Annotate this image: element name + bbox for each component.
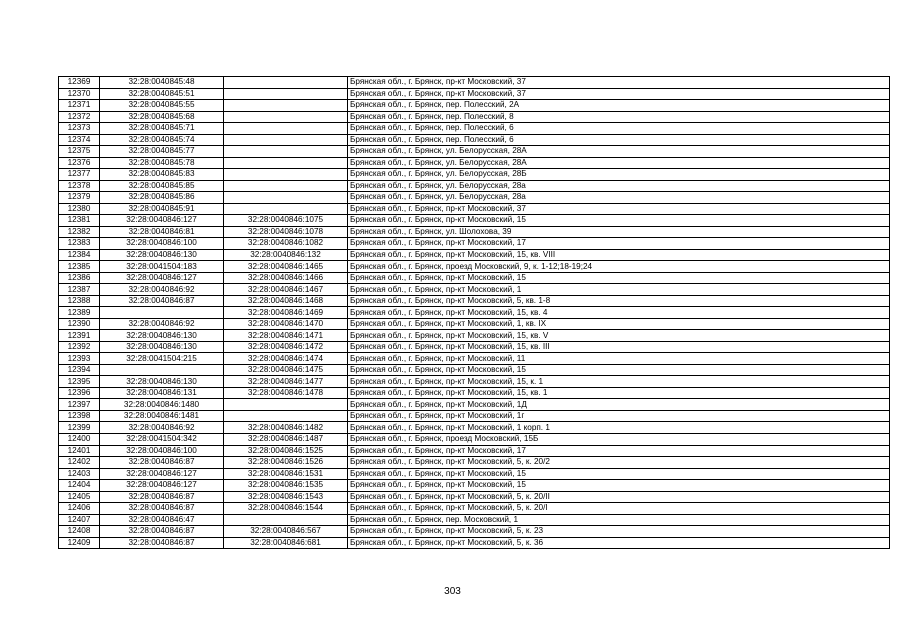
table-row [59, 330, 890, 342]
row-number-cell: 12377 [59, 169, 100, 181]
table-row [59, 261, 890, 273]
row-number-cell: 12398 [59, 410, 100, 422]
table-row [59, 364, 890, 376]
table-row [59, 376, 890, 388]
row-number-cell: 12376 [59, 157, 100, 169]
cadastral-number-cell: 32:28:0040846:81 [100, 226, 224, 238]
table-row [59, 480, 890, 492]
row-number-cell: 12395 [59, 376, 100, 388]
address-cell: Брянская обл., г. Брянск, пр-кт Московский, 15 [348, 468, 890, 480]
object-number-cell: 32:28:0040846:1472 [224, 341, 348, 353]
object-number-cell [224, 399, 348, 411]
cadastral-number-cell: 32:28:0040846:92 [100, 422, 224, 434]
row-number-cell: 12404 [59, 480, 100, 492]
cadastral-number-cell: 32:28:0040846:92 [100, 318, 224, 330]
table-row [59, 180, 890, 192]
cadastral-number-cell: 32:28:0040846:130 [100, 341, 224, 353]
table-row [59, 526, 890, 538]
object-number-cell: 32:28:0040846:1465 [224, 261, 348, 273]
row-number-cell: 12380 [59, 203, 100, 215]
row-number-cell: 12393 [59, 353, 100, 365]
address-cell: Брянская обл., г. Брянск, ул. Белорусская, 28а [348, 180, 890, 192]
address-cell: Брянская обл., г. Брянск, пр-кт Московский, 11 [348, 353, 890, 365]
address-cell: Брянская обл., г. Брянск, пр-кт Московский, 37 [348, 88, 890, 100]
row-number-cell: 12402 [59, 457, 100, 469]
object-number-cell: 32:28:0040846:1478 [224, 387, 348, 399]
table-row [59, 468, 890, 480]
table-row [59, 295, 890, 307]
row-number-cell: 12372 [59, 111, 100, 123]
object-number-cell: 32:28:0040846:1482 [224, 422, 348, 434]
object-number-cell [224, 203, 348, 215]
cadastral-number-cell: 32:28:0040846:87 [100, 491, 224, 503]
cadastral-number-cell: 32:28:0040845:71 [100, 123, 224, 135]
cadastral-table [58, 76, 890, 549]
object-number-cell: 32:28:0040846:1075 [224, 215, 348, 227]
address-cell: Брянская обл., г. Брянск, пер. Полесский, 2А [348, 100, 890, 112]
table-row [59, 192, 890, 204]
address-cell: Брянская обл., г. Брянск, пр-кт Московский, 15 [348, 364, 890, 376]
address-cell: Брянская обл., г. Брянск, проезд Московский, 9, к. 1-12;18-19;24 [348, 261, 890, 273]
row-number-cell: 12383 [59, 238, 100, 250]
object-number-cell: 32:28:0040846:1474 [224, 353, 348, 365]
object-number-cell [224, 410, 348, 422]
table-row [59, 353, 890, 365]
address-cell: Брянская обл., г. Брянск, пр-кт Московский, 17 [348, 238, 890, 250]
row-number-cell: 12401 [59, 445, 100, 457]
table-row [59, 226, 890, 238]
table-row [59, 272, 890, 284]
object-number-cell: 32:28:0040846:1078 [224, 226, 348, 238]
object-number-cell: 32:28:0040846:1535 [224, 480, 348, 492]
row-number-cell: 12408 [59, 526, 100, 538]
row-number-cell: 12374 [59, 134, 100, 146]
cadastral-number-cell: 32:28:0040846:130 [100, 376, 224, 388]
cadastral-number-cell: 32:28:0040846:127 [100, 468, 224, 480]
row-number-cell: 12397 [59, 399, 100, 411]
cadastral-number-cell [100, 307, 224, 319]
row-number-cell: 12406 [59, 503, 100, 515]
object-number-cell [224, 169, 348, 181]
row-number-cell: 12396 [59, 387, 100, 399]
address-cell: Брянская обл., г. Брянск, пр-кт Московский, 1, кв. IX [348, 318, 890, 330]
object-number-cell: 32:28:0040846:1475 [224, 364, 348, 376]
row-number-cell: 12373 [59, 123, 100, 135]
cadastral-number-cell: 32:28:0040846:87 [100, 537, 224, 549]
object-number-cell [224, 88, 348, 100]
address-cell: Брянская обл., г. Брянск, пр-кт Московский, 5, к. 20/II [348, 491, 890, 503]
cadastral-number-cell: 32:28:0040845:68 [100, 111, 224, 123]
table-row [59, 445, 890, 457]
cadastral-number-cell: 32:28:0040846:1480 [100, 399, 224, 411]
object-number-cell: 32:28:0040846:1470 [224, 318, 348, 330]
table-row [59, 410, 890, 422]
table-row [59, 157, 890, 169]
address-cell: Брянская обл., г. Брянск, пр-кт Московский, 5, к. 20/2 [348, 457, 890, 469]
row-number-cell: 12400 [59, 433, 100, 445]
row-number-cell: 12378 [59, 180, 100, 192]
table-row [59, 111, 890, 123]
address-cell: Брянская обл., г. Брянск, пер. Полесский, 6 [348, 123, 890, 135]
object-number-cell: 32:28:0040846:681 [224, 537, 348, 549]
address-cell: Брянская обл., г. Брянск, пр-кт Московский, 15, кв. VIII [348, 249, 890, 261]
row-number-cell: 12388 [59, 295, 100, 307]
cadastral-number-cell: 32:28:0040845:86 [100, 192, 224, 204]
address-cell: Брянская обл., г. Брянск, пр-кт Московский, 15 [348, 215, 890, 227]
row-number-cell: 12390 [59, 318, 100, 330]
table-row [59, 169, 890, 181]
table-row [59, 249, 890, 261]
cadastral-number-cell: 32:28:0040845:78 [100, 157, 224, 169]
table-row [59, 307, 890, 319]
cadastral-number-cell: 32:28:0040846:100 [100, 445, 224, 457]
object-number-cell [224, 180, 348, 192]
cadastral-number-cell: 32:28:0040845:91 [100, 203, 224, 215]
table-row [59, 318, 890, 330]
table-row [59, 457, 890, 469]
object-number-cell [224, 192, 348, 204]
object-number-cell [224, 123, 348, 135]
table-row [59, 422, 890, 434]
object-number-cell [224, 157, 348, 169]
cadastral-number-cell: 32:28:0040846:130 [100, 249, 224, 261]
cadastral-number-cell: 32:28:0040846:1481 [100, 410, 224, 422]
object-number-cell: 32:28:0040846:1526 [224, 457, 348, 469]
cadastral-number-cell: 32:28:0040846:87 [100, 457, 224, 469]
cadastral-number-cell: 32:28:0040845:48 [100, 77, 224, 89]
address-cell: Брянская обл., г. Брянск, пр-кт Московский, 15, кв. V [348, 330, 890, 342]
row-number-cell: 12394 [59, 364, 100, 376]
row-number-cell: 12371 [59, 100, 100, 112]
cadastral-number-cell: 32:28:0040846:100 [100, 238, 224, 250]
cadastral-number-cell: 32:28:0040846:130 [100, 330, 224, 342]
object-number-cell: 32:28:0040846:132 [224, 249, 348, 261]
table-row [59, 491, 890, 503]
address-cell: Брянская обл., г. Брянск, пер. Полесский, 8 [348, 111, 890, 123]
object-number-cell [224, 146, 348, 158]
object-number-cell: 32:28:0040846:1469 [224, 307, 348, 319]
object-number-cell [224, 77, 348, 89]
row-number-cell: 12384 [59, 249, 100, 261]
table-row [59, 100, 890, 112]
address-cell: Брянская обл., г. Брянск, проезд Московский, 15Б [348, 433, 890, 445]
address-cell: Брянская обл., г. Брянск, пр-кт Московский, 17 [348, 445, 890, 457]
cadastral-number-cell: 32:28:0040846:131 [100, 387, 224, 399]
row-number-cell: 12385 [59, 261, 100, 273]
table-row [59, 284, 890, 296]
table-row [59, 88, 890, 100]
object-number-cell: 32:28:0040846:567 [224, 526, 348, 538]
address-cell: Брянская обл., г. Брянск, пр-кт Московский, 15, к. 1 [348, 376, 890, 388]
row-number-cell: 12386 [59, 272, 100, 284]
cadastral-number-cell: 32:28:0040846:47 [100, 514, 224, 526]
address-cell: Брянская обл., г. Брянск, ул. Белорусская, 28а [348, 192, 890, 204]
table-row [59, 341, 890, 353]
object-number-cell: 32:28:0040846:1543 [224, 491, 348, 503]
address-cell: Брянская обл., г. Брянск, пр-кт Московский, 1 [348, 284, 890, 296]
address-cell: Брянская обл., г. Брянск, ул. Белорусская, 28А [348, 146, 890, 158]
address-cell: Брянская обл., г. Брянск, пр-кт Московский, 15 [348, 272, 890, 284]
cadastral-number-cell: 32:28:0040846:127 [100, 272, 224, 284]
row-number-cell: 12392 [59, 341, 100, 353]
address-cell: Брянская обл., г. Брянск, пр-кт Московский, 15, кв. 1 [348, 387, 890, 399]
address-cell: Брянская обл., г. Брянск, пр-кт Московский, 1Д [348, 399, 890, 411]
address-cell: Брянская обл., г. Брянск, ул. Белорусская, 28А [348, 157, 890, 169]
object-number-cell [224, 111, 348, 123]
cadastral-number-cell: 32:28:0041504:183 [100, 261, 224, 273]
address-cell: Брянская обл., г. Брянск, пр-кт Московский, 5, к. 20/I [348, 503, 890, 515]
address-cell: Брянская обл., г. Брянск, ул. Шолохова, 39 [348, 226, 890, 238]
address-cell: Брянская обл., г. Брянск, пр-кт Московский, 15 [348, 480, 890, 492]
address-cell: Брянская обл., г. Брянск, пр-кт Московский, 37 [348, 77, 890, 89]
address-cell: Брянская обл., г. Брянск, пр-кт Московский, 5, кв. 1-8 [348, 295, 890, 307]
cadastral-number-cell: 32:28:0041504:215 [100, 353, 224, 365]
row-number-cell: 12387 [59, 284, 100, 296]
cadastral-number-cell: 32:28:0040845:55 [100, 100, 224, 112]
row-number-cell: 12379 [59, 192, 100, 204]
row-number-cell: 12409 [59, 537, 100, 549]
object-number-cell: 32:28:0040846:1477 [224, 376, 348, 388]
row-number-cell: 12391 [59, 330, 100, 342]
row-number-cell: 12407 [59, 514, 100, 526]
table-row [59, 503, 890, 515]
row-number-cell: 12369 [59, 77, 100, 89]
object-number-cell: 32:28:0040846:1531 [224, 468, 348, 480]
table-row [59, 146, 890, 158]
row-number-cell: 12382 [59, 226, 100, 238]
cadastral-number-cell: 32:28:0040846:127 [100, 480, 224, 492]
address-cell: Брянская обл., г. Брянск, пр-кт Московский, 5, к. 23 [348, 526, 890, 538]
object-number-cell: 32:28:0040846:1468 [224, 295, 348, 307]
address-cell: Брянская обл., г. Брянск, пер. Московский, 1 [348, 514, 890, 526]
table-row [59, 215, 890, 227]
table-row [59, 203, 890, 215]
table-row [59, 77, 890, 89]
row-number-cell: 12403 [59, 468, 100, 480]
object-number-cell: 32:28:0040846:1471 [224, 330, 348, 342]
table-row [59, 514, 890, 526]
table-row [59, 399, 890, 411]
address-cell: Брянская обл., г. Брянск, пр-кт Московский, 5, к. 36 [348, 537, 890, 549]
table-row [59, 123, 890, 135]
cadastral-number-cell: 32:28:0040845:51 [100, 88, 224, 100]
cadastral-number-cell: 32:28:0040845:83 [100, 169, 224, 181]
cadastral-number-cell: 32:28:0041504:342 [100, 433, 224, 445]
address-cell: Брянская обл., г. Брянск, пр-кт Московский, 15, кв. 4 [348, 307, 890, 319]
cadastral-number-cell: 32:28:0040846:92 [100, 284, 224, 296]
cadastral-number-cell: 32:28:0040846:127 [100, 215, 224, 227]
address-cell: Брянская обл., г. Брянск, пер. Полесский, 6 [348, 134, 890, 146]
cadastral-number-cell: 32:28:0040845:77 [100, 146, 224, 158]
page-number: 303 [444, 586, 461, 597]
address-cell: Брянская обл., г. Брянск, пр-кт Московский, 1г [348, 410, 890, 422]
row-number-cell: 12389 [59, 307, 100, 319]
table-row [59, 537, 890, 549]
object-number-cell: 32:28:0040846:1525 [224, 445, 348, 457]
table-row [59, 387, 890, 399]
address-cell: Брянская обл., г. Брянск, ул. Белорусская, 28Б [348, 169, 890, 181]
table-row [59, 433, 890, 445]
table-body [59, 77, 890, 549]
row-number-cell: 12405 [59, 491, 100, 503]
address-cell: Брянская обл., г. Брянск, пр-кт Московский, 1 корп. 1 [348, 422, 890, 434]
cadastral-number-cell [100, 364, 224, 376]
object-number-cell: 32:28:0040846:1466 [224, 272, 348, 284]
row-number-cell: 12381 [59, 215, 100, 227]
cadastral-number-cell: 32:28:0040846:87 [100, 526, 224, 538]
object-number-cell: 32:28:0040846:1487 [224, 433, 348, 445]
object-number-cell: 32:28:0040846:1082 [224, 238, 348, 250]
table-row [59, 238, 890, 250]
address-cell: Брянская обл., г. Брянск, пр-кт Московский, 37 [348, 203, 890, 215]
object-number-cell [224, 134, 348, 146]
object-number-cell [224, 514, 348, 526]
row-number-cell: 12375 [59, 146, 100, 158]
object-number-cell: 32:28:0040846:1544 [224, 503, 348, 515]
cadastral-number-cell: 32:28:0040846:87 [100, 295, 224, 307]
address-cell: Брянская обл., г. Брянск, пр-кт Московский, 15, кв. III [348, 341, 890, 353]
cadastral-number-cell: 32:28:0040845:85 [100, 180, 224, 192]
object-number-cell: 32:28:0040846:1467 [224, 284, 348, 296]
row-number-cell: 12370 [59, 88, 100, 100]
cadastral-number-cell: 32:28:0040845:74 [100, 134, 224, 146]
object-number-cell [224, 100, 348, 112]
row-number-cell: 12399 [59, 422, 100, 434]
table-row [59, 134, 890, 146]
cadastral-number-cell: 32:28:0040846:87 [100, 503, 224, 515]
